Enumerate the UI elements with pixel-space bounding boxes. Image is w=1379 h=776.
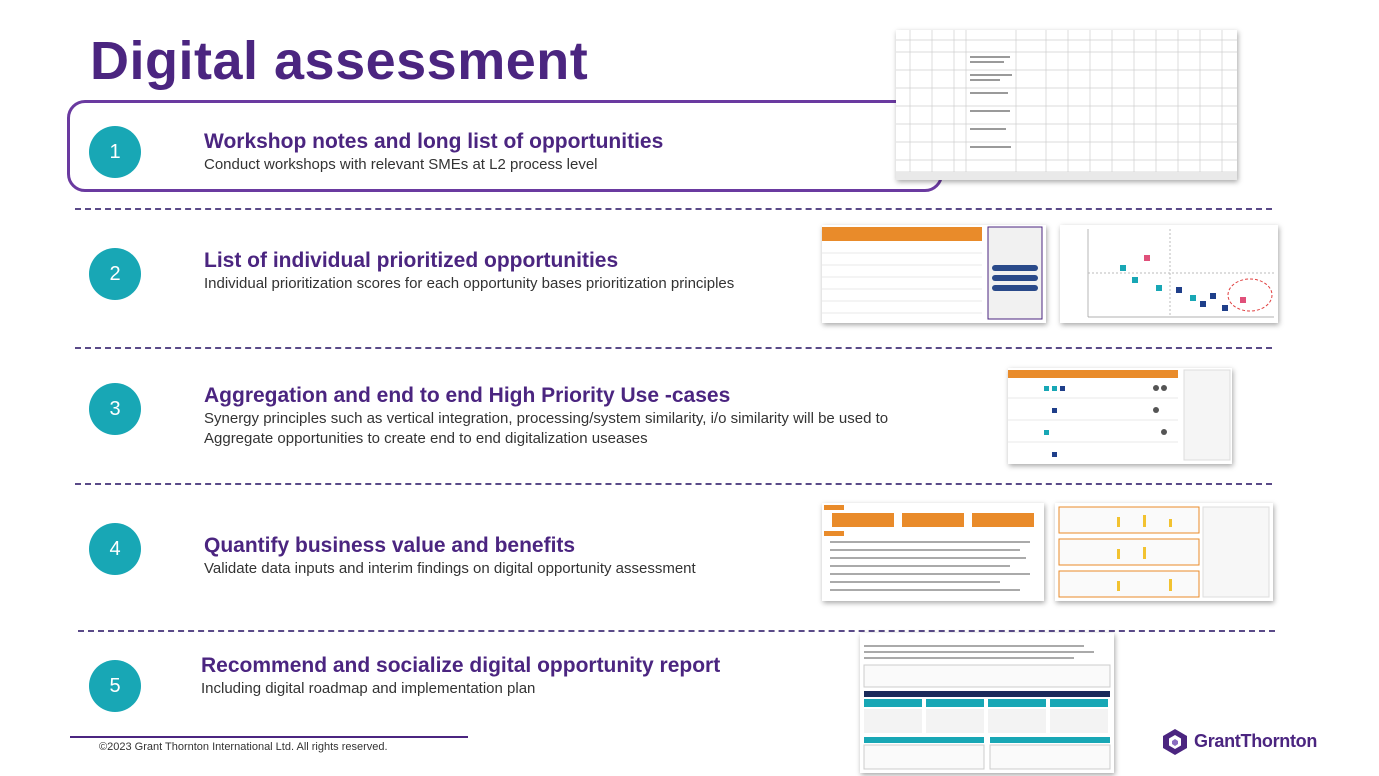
section-divider [75,483,1272,485]
step-1-title: Workshop notes and long list of opportunities [204,130,664,153]
section-divider [75,347,1272,349]
step-5-title: Recommend and socialize digital opportunity report [201,654,721,677]
step-2-title: List of individual prioritized opportunities [204,249,619,272]
section-divider [78,630,1275,632]
grant-thornton-logo-icon [1160,727,1190,762]
step-2-subtitle: Individual prioritization scores for each opportunity bases prioritization principles [204,275,735,292]
step-4-number: 4 [89,523,141,575]
step-3-subtitle-line-2: Aggregate opportunities to create end to end digitalization useases [204,430,648,447]
step-2-number: 2 [89,248,141,300]
copyright-text: ©2023 Grant Thornton International Ltd. All rights reserved. [99,741,388,753]
thumbnail-report [860,633,1114,773]
step-5-number: 5 [89,660,141,712]
thumbnail-prioritization-table [822,225,1046,323]
thumbnail-benefit-charts [1055,503,1273,601]
step-3-number: 3 [89,383,141,435]
page-title: Digital assessment [90,31,589,91]
step-4-title: Quantify business value and benefits [204,534,576,557]
thumbnail-opportunity-list [896,30,1237,180]
step-1-subtitle: Conduct workshops with relevant SMEs at L2 process level [204,156,598,173]
step-3-subtitle-line-1: Synergy principles such as vertical integration, processing/system similarity, i/o similarity will be used to [204,410,889,427]
footer-line [70,736,468,738]
thumbnail-prioritization-matrix [1060,225,1278,323]
grant-thornton-logo-text: GrantThornton [1194,731,1318,751]
thumbnail-use-cases [1008,368,1232,464]
step-5-subtitle: Including digital roadmap and implementation plan [201,680,536,697]
section-divider [75,208,1272,210]
step-4-subtitle: Validate data inputs and interim findings on digital opportunity assessment [204,560,696,577]
step-3-title: Aggregation and end to end High Priority Use -cases [204,384,731,407]
thumbnail-business-value [822,503,1044,601]
step-1-number: 1 [89,126,141,178]
